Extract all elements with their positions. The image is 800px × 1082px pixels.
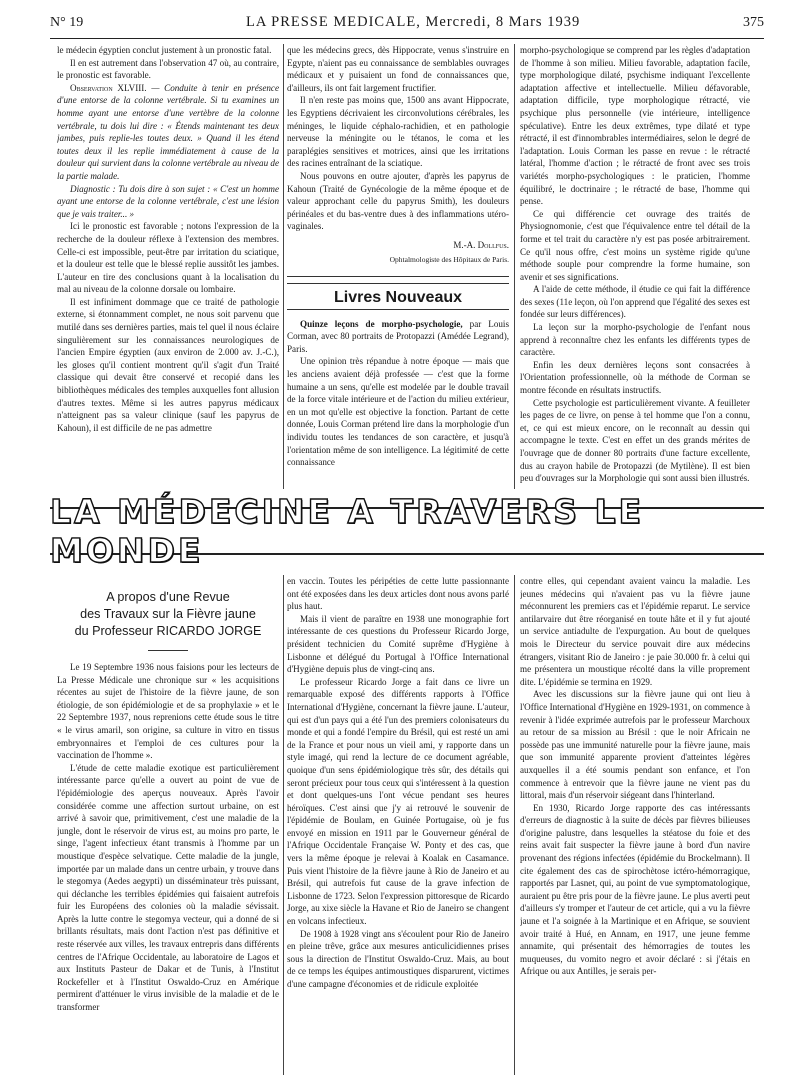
paragraph: De 1908 à 1928 vingt ans s'écoulent pour Rio de Janeiro en pleine trêve, grâce aux mesures anticulicidiennes prises sous la direction de l'Institut Oswaldo-Cruz. Mais, au bout de ce temps les équipes antimoustiques disparurent, victimes d'une campagne d'économies et de ridicule exploitée bbox=[287, 928, 509, 989]
book-title: Quinze leçons de morpho-psychologie, bbox=[300, 318, 463, 329]
paragraph: Il est infiniment dommage que ce traité de pathologie externe, si étonnamment complet, ne nous soit parvenu que mutilé dans ses dernières parties, mais tel quel il nous éclaire singulièrement sur les connaissances neurologiques de l'ancien Empire égyptien (aux environ de 2.000 av. J.-C.), les gloses qu'il contient montrent qu'il s'agit d'un Traité classique qui devait être conservé et recopié dans les bibliothèques médicales des temples auxquelles font allusion d'autres textes. Même si les autres papyrus médicaux n'atteignent pas sa valeur clinique (sauf les papyrus de Kahoun), il est difficile de ne pas admettre bbox=[57, 296, 279, 433]
paragraph: Mais il vient de paraître en 1938 une monographie fort intéressante de ces questions du Professeur Ricardo Jorge, président technicien du Comité suprême d'Hygiène à Lisbonne et délégué du Portugal à l'Office International d'Hygiène depuis plus de vingt-cinq ans. bbox=[287, 613, 509, 675]
paragraph: L'étude de cette maladie exotique est particulièrement intéressante parce qu'elle a ouvert au point de vue de l'épidémiologie des aperçus nouveaux. Après l'avoir considérée comme une affection surtout urbaine, on est arrivé à savoir que, primitivement, c'est une maladie de la jungle, dont le réservoir de virus est, au moins pro parte, le singe, l'agent infectieux étant transmis à l'homme par un moustique d'espèce selvatique. Cette maladie de la jungle, importée par un malade dans un centre urbain, y trouve dans le stegomya (Aedes aegypti) un disséminateur très puissant, qui déclanche les terribles épidémies qui faisaient autrefois fuir les Européens des colonies où la maladie sévissait. Après la lutte contre le stegomya vecteur, qui a donné de si brillants résultats, mais dont l'action n'est pas définitive et reste réservée aux villes, les travaux entrepris dans différents centres de l'Afrique Occidentale, au laboratoire de Lagos et aux Instituts Pasteur de Dakar et de Tunis, à l'Institut Rockefeller et à l'Institut Oswaldo-Cruz en Amérique permirent d'atténuer le virus invisible de la maladie et de le transformer bbox=[57, 762, 279, 1013]
paragraph: Ici le pronostic est favorable ; notons l'expression de la recherche de la douleur réflexe à l'extension des membres. Celle-ci est impossible, peut-être par irritation du sciatique, et la douleur est telle que le blessé replie aussitôt les jambes. L'auteur en tire des conclusions quant à la localisation du mal au niveau de la colonne dorsale ou lombaire. bbox=[57, 221, 279, 295]
paragraph: En 1930, Ricardo Jorge rapporte des cas intéressants d'erreurs de diagnostic à la suite de décès par fièvres bilieuses d'origine palustre, dans lesquelles la stéatose du foie et des reins avait fait suspecter la fièvre jaune à bord d'un navire provenant des régions infectées (épidémie du Brockelmann). Il cite également des cas de spirochètose ictéro-hémorragique, rapportés par Lasnet, qui, au point de vue symptomatologique, auraient pu être pris pour de la fièvre jaune. Le plus averti peut d'ailleurs s'y tromper et l'auteur de cet article, qui a vu la fièvre jaune et l'a soignée à la Martinique et en Afrique, se souvient avoir traité à Hué, en Annam, en 1917, une jeune femme annamite, qui présentait des hémorragies de toutes les muqueuses, du vomito negro et avoir déclaré : si j'étais en Afrique ou aux Antilles, je serais per- bbox=[520, 802, 750, 977]
paragraph: en vaccin. Toutes les péripéties de cette lutte passionnante ont été exposées dans les deux articles dont nous avons parlé plus haut. bbox=[287, 576, 509, 612]
observation-label: Observation XLVIII. bbox=[70, 82, 147, 93]
article-title bbox=[57, 589, 279, 640]
banner-title: LA MÉDECINE A TRAVERS LE MONDE bbox=[50, 492, 645, 570]
header-rule bbox=[50, 38, 764, 39]
observation-text: — Conduite à tenir en présence d'une entorse de la colonne vertébrale. Si tu examines un homme ayant une entorse d'une vertèbre de la colonne vertébrale, tu dois lui dire : « Étends maintenant tes deux jambes, puis replie-les toutes deux. » Quand il les étend toutes deux il les replie immédiatement à cause de la douleur qui survient dans la colonne vertébrale au niveau de la partie malade. bbox=[57, 82, 279, 181]
column-divider bbox=[283, 575, 284, 1075]
paragraph: le médecin égyptien conclut justement à un pronostic fatal. bbox=[57, 45, 272, 55]
diagnostic-paragraph: Diagnostic : Tu dois dire à son sujet : « C'est un homme ayant une entorse de la colonne vertébrale, c'est une lésion que je vais traiter... » bbox=[57, 183, 279, 219]
bottom-column-1 bbox=[57, 575, 279, 1075]
paragraph: Le professeur Ricardo Jorge a fait dans ce livre un remarquable exposé des différents rapports à l'Office International d'Hygiène, concernant la fièvre jaune. L'auteur, qui est d'un pays qui a été l'un des premiers colonisateurs du monde et qui a fondé l'empire du Brésil, qui est resté un ami de la France et pour nous un vieil ami, y rapporte dans un style imagé, qui rend la lecture de ce document agréable, quoique d'un sens épidémiologique très sûr, des détails qui seront précieux pour tous ceux qui s'intéressent à la question et dont quelques-uns l'ont vécue pendant ses heures héroïques. C'est ainsi que j'y ai retrouvé le souvenir de l'épidémie de Boulam, en Guinée Portugaise, où je fus envoyé en mission en 1911 par le Gouverneur général de l'Afrique Occidentale Française W. Ponty et des cas, que vers la même époque je relevai à Koalak en Casamance. Puis vient l'histoire de la fièvre jaune à Rio de Janeiro et au Brésil, qui autrefois fut cause de la grave infection de Lisbonne de 1723. Selon l'expression pittoresque de Ricardo Jorge, au xixe siècle la Havane et Rio de Janeiro se changent en volcans infectieux. bbox=[287, 676, 509, 927]
paragraph: Enfin les deux dernières leçons sont consacrées à l'Orientation professionnelle, où la méthode de Corman se montre féconde en résultats instructifs. bbox=[520, 359, 750, 396]
top-column-3 bbox=[520, 44, 750, 489]
page-header bbox=[50, 14, 764, 36]
bottom-column-2 bbox=[287, 575, 509, 1075]
paragraph: contre elles, qui cependant avaient vaincu la maladie. Les jeunes médecins qui n'avaient pas vu la fièvre jaune méconnurent les premiers cas et l'épidémie reparut. Le service antilarvaire dut être réorganisé en toute hâte et il y fut ajouté un service antiadulte de l'expurgation. Au bout de quelques mois le Directeur du service pouvait dire aux médecins étrangers, visitant Rio de Janeiro : je paie 30.000 fr. à celui qui me présentera un moustique récolté dans la ville proprement dite. L'épidémie se termina en 1929. bbox=[520, 576, 750, 687]
top-column-1 bbox=[57, 44, 279, 489]
column-divider bbox=[283, 44, 284, 489]
paragraph: Nous pouvons en outre ajouter, d'après les papyrus de Kahoun (Traité de Gynécologie de la même époque et de valeur approchant celle du papyrus Smith), les douleurs périnéales et du bas-ventre dues à des inflammations utéro-vaginales. bbox=[287, 170, 509, 232]
paragraph: Il en est autrement dans l'observation 47 où, au contraire, le pronostic est favorable. bbox=[57, 57, 279, 81]
article-title-line: A propos d'une Revue bbox=[106, 590, 230, 604]
section-separator bbox=[287, 309, 509, 310]
paragraph: morpho-psychologique se comprend par les règles d'adaptation de l'homme à son milieu. Milieu favorable, adaptation facile, type morphologique dilaté, psychisme indiquant l'excellente adaptation affective et intellectuelle. Milieu défavorable, adaptation difficile, type morphologique rétracté, vie psychique plus personnelle (vie intérieure, intelligence spéculative). Entre les deux extrêmes, type dilaté et type rétracté, il est d'innombrables intermédiaires, selon le degré de l'adaptation. Louis Corman les passe en revue : le rétracté latéral, l'homme d'action ; le rétracté de front avec ses trois variétés morpho-psychologiques : le praticien, l'homme équilibré, le doctrinaire ; le rétracté de base, l'homme qui pense. bbox=[520, 45, 750, 207]
section-separator bbox=[287, 276, 509, 277]
book-details: par Louis Corman, avec 80 portraits de Protopazzi (Amédée Legrand), Paris. bbox=[287, 318, 509, 354]
paragraph: Avec les discussions sur la fièvre jaune qui ont lieu à l'Office International d'Hygiène en 1929-1931, on commence à revenir à l'idée exprimée autrefois par le professeur Marchoux au retour de sa mission au Brésil : que le noir Africain ne possède pas une immunité naturelle pour la fièvre jaune, mais que son immunité apparente provient d'atteintes légères auxquelles il a été soumis pendant son enfance, et l'on commence à entrevoir que la fièvre jaune ne vient pas du littoral, mais d'un réservoir siégeant dans l'hinterland. bbox=[520, 689, 750, 801]
author-signature: M.-A. Dollfus. bbox=[453, 239, 509, 250]
section-banner bbox=[50, 492, 764, 570]
issue-date: Mercredi, 8 Mars 1939 bbox=[425, 14, 581, 30]
article-title-line: des Travaux sur la Fièvre jaune bbox=[80, 607, 256, 621]
journal-name: LA PRESSE MEDICALE, bbox=[246, 14, 421, 30]
column-divider bbox=[514, 44, 515, 489]
paragraph: Une opinion très répandue à notre époque — mais que les anciens avaient déjà professée — c'est que la forme humaine a un sens, qu'elle est modelée par le double travail de la force vitale intérieure et de l'action du milieu extérieur, en un mot qu'elle est objective la fonction. Partant de cette donnée, Louis Corman prétend lire dans la morphologie d'un individu toutes les tendances de son caractère, et jusqu'à l'orientation même de son intelligence. La légitimité de cette connaissance bbox=[287, 356, 509, 468]
paragraph: que les médecins grecs, dès Hippocrate, venus s'instruire en Egypte, n'aient pas eu connaissance de semblables ouvrages médicaux et y puisaient un fond de connaissances que, d'ailleurs, ils ont fait largement fructifier. bbox=[287, 45, 509, 93]
bottom-column-3 bbox=[520, 575, 750, 1075]
section-title: Livres Nouveaux bbox=[333, 289, 463, 307]
observation-paragraph bbox=[57, 82, 279, 183]
page-number: 375 bbox=[742, 15, 764, 30]
column-divider bbox=[514, 575, 515, 1075]
paragraph: A l'aide de cette méthode, il étudie ce qui fait la différence des sexes (11e leçon, où l'on apprend que l'égalité des sexes est fondée sur leurs différences). bbox=[520, 284, 750, 320]
author-title: Ophtalmologiste des Hôpitaux de Paris. bbox=[389, 254, 509, 264]
section-separator bbox=[287, 283, 509, 284]
paragraph: La leçon sur la morpho-psychologie de l'enfant nous apprend à reconnaître chez les enfants les différents types de caractère. bbox=[520, 322, 750, 358]
issue-number: N° 19 bbox=[50, 15, 84, 30]
title-rule bbox=[148, 650, 188, 651]
paragraph: Ce qui différencie cet ouvrage des traités de Physiognomonie, c'est que l'équivalence entre tel détail de la forme et tel trait du caractère n'y est pas posée arbitrairement. Ce qu'il nous offre, c'est moins un système rigide qu'une méthode souple pour comprendre la forme humaine, son avenir et ses significations. bbox=[520, 208, 750, 282]
book-reference bbox=[287, 318, 509, 356]
paragraph: Le 19 Septembre 1936 nous faisions pour les lecteurs de La Presse Médicale une chronique sur « les acquisitions récentes au sujet de l'histoire de la fièvre jaune, de son étiologie, de son épidémiologie et de sa prophylaxie » et le 22 Septembre 1937, nous reprenions cette étude sous le titre « le virus amaril, son origine, sa culture in vitro en tissus embryonnaires et l'emploi de ces cultures pour la vaccination de l'homme ». bbox=[57, 662, 279, 761]
paragraph: Il n'en reste pas moins que, 1500 ans avant Hippocrate, les Egyptiens décrivaient les circonvolutions cérébrales, les méninges, le liquide céphalo-rachidien, et en pathologie nerveuse la méningite ou le tétanos, le coma et les paraplégies sensitives et motrices, ainsi que les irritations des racines entraînant de la sciatique. bbox=[287, 95, 509, 169]
article-title-line: du Professeur RICARDO JORGE bbox=[74, 624, 262, 638]
paragraph: Cette psychologie est particulièrement vivante. A feuilleter les pages de ce livre, on pense à tel homme que l'on a connu, et, ce qui est mieux encore, on le reconnaît au dessin qui accompagne le texte. C'est en effet un des grands mérites de l'ouvrage que de donner 80 portraits d'une facture excellente, dus au crayon habile de Protopazzi (de Mytilène). Il est bien peu d'ouvrages sur la Morphologie qui sont aussi bien illustrés. bbox=[520, 397, 750, 484]
top-column-2 bbox=[287, 44, 509, 489]
journal-title bbox=[246, 14, 580, 31]
